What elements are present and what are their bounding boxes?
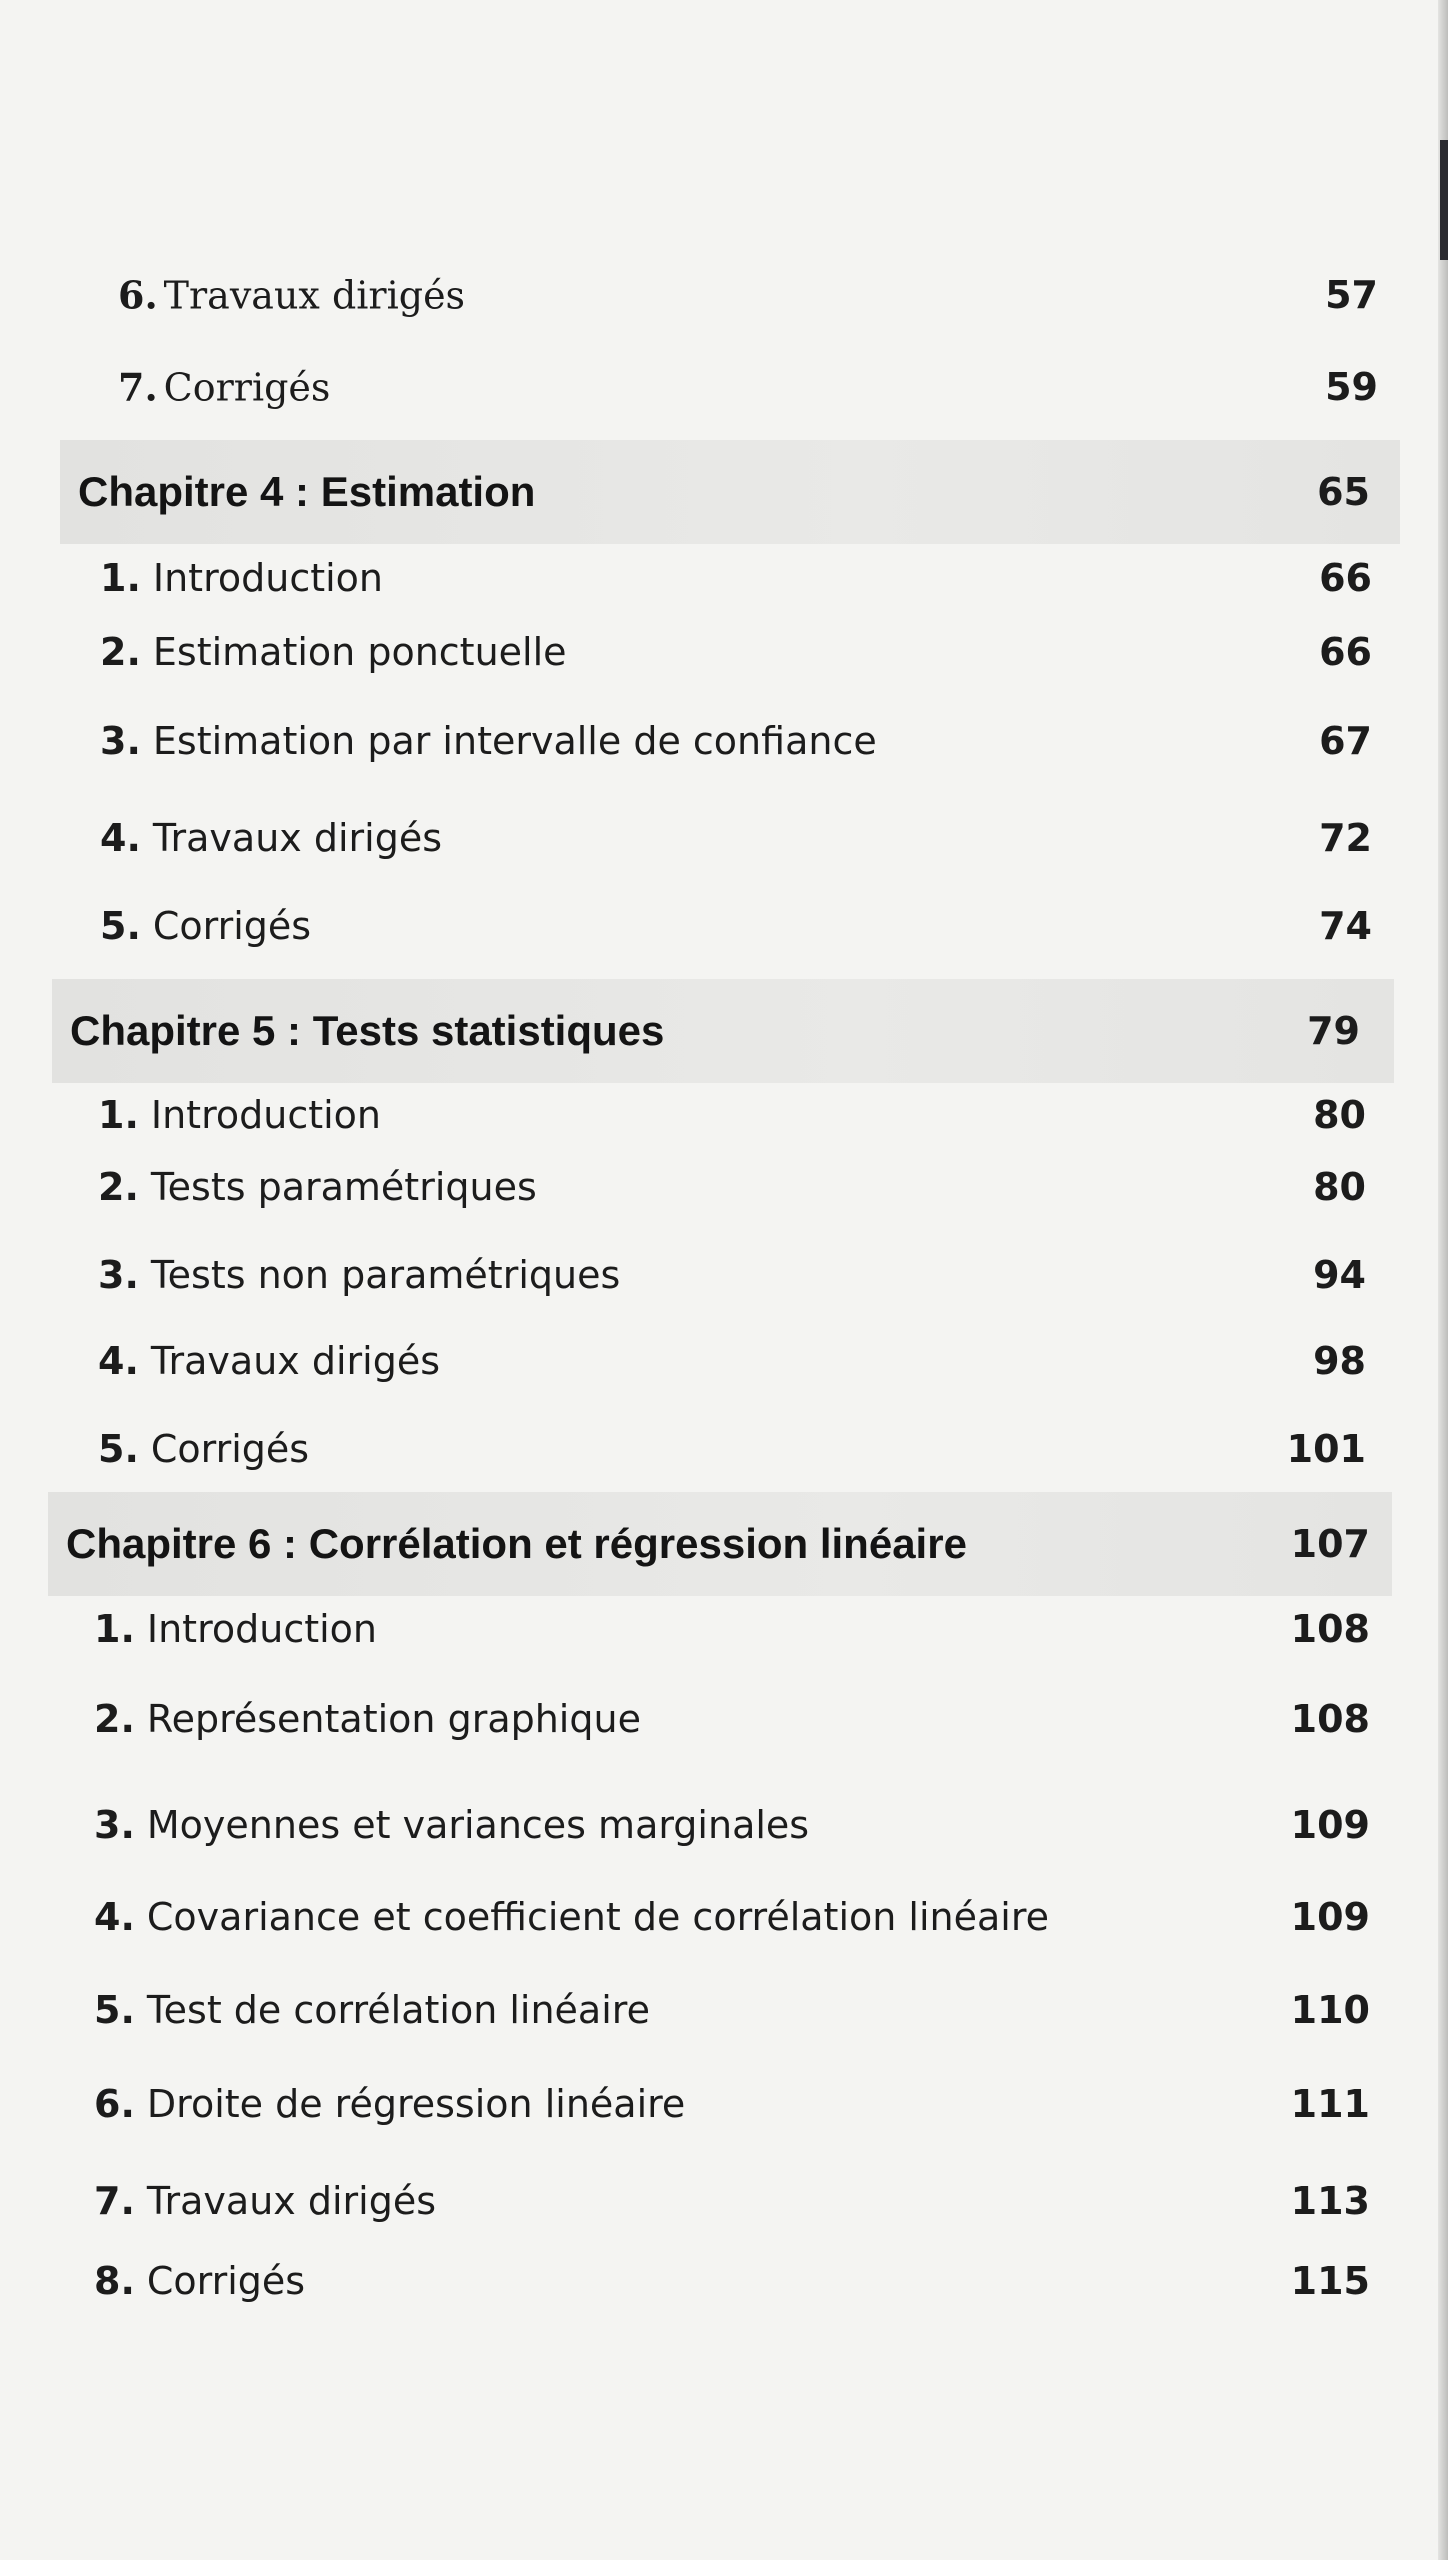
toc-entry-label: 4. Travaux dirigés bbox=[98, 1339, 441, 1383]
toc-entry[interactable] bbox=[94, 1975, 1370, 2045]
toc-entry-page: 80 bbox=[1313, 1093, 1366, 1137]
toc-entry-page: 66 bbox=[1319, 556, 1372, 600]
toc-entry[interactable] bbox=[100, 891, 1372, 961]
toc-entry-label: 6. Droite de régression linéaire bbox=[94, 2082, 686, 2126]
toc-entry[interactable] bbox=[94, 1684, 1370, 1754]
toc-entry[interactable] bbox=[94, 1790, 1370, 1860]
toc-entry-label: 3. Estimation par intervalle de confiance bbox=[100, 719, 877, 763]
toc-entry-label: 3. Tests non paramétriques bbox=[98, 1253, 621, 1297]
chapter-heading[interactable] bbox=[60, 440, 1400, 544]
toc-entry[interactable] bbox=[118, 260, 1378, 330]
toc-entry-label: 4. Travaux dirigés bbox=[100, 816, 443, 860]
toc-entry-page: 94 bbox=[1313, 1253, 1366, 1297]
chapter-title: Chapitre 6 : Corrélation et régression linéaire bbox=[66, 1520, 967, 1567]
toc-entry-label: 8. Corrigés bbox=[94, 2259, 306, 2303]
toc-entry-page: 74 bbox=[1319, 904, 1372, 948]
toc-entry-page: 67 bbox=[1319, 719, 1372, 763]
chapter-page: 65 bbox=[1317, 470, 1370, 514]
toc-entry[interactable] bbox=[98, 1240, 1366, 1310]
toc-entry-page: 109 bbox=[1290, 1895, 1370, 1939]
toc-entry-label: 1. Introduction bbox=[100, 556, 384, 600]
toc-entry-page: 113 bbox=[1290, 2179, 1370, 2223]
chapter-page: 79 bbox=[1307, 1009, 1360, 1053]
toc-entry-label: 1. Introduction bbox=[98, 1093, 382, 1137]
toc-entry-page: 59 bbox=[1325, 365, 1378, 409]
toc-entry-label: 2. Tests paramétriques bbox=[98, 1165, 537, 1209]
chapter-title: Chapitre 4 : Estimation bbox=[78, 468, 536, 515]
toc-entry[interactable] bbox=[98, 1326, 1366, 1396]
chapter-title: Chapitre 5 : Tests statistiques bbox=[70, 1007, 665, 1054]
toc-entry-label: 2. Représentation graphique bbox=[94, 1697, 641, 1741]
toc-entry-page: 72 bbox=[1319, 816, 1372, 860]
chapter-page: 107 bbox=[1290, 1522, 1370, 1566]
toc-entry-page: 57 bbox=[1325, 273, 1378, 317]
toc-entry-page: 98 bbox=[1313, 1339, 1366, 1383]
toc-entry-label: 6. Travaux dirigés bbox=[118, 272, 466, 318]
toc-entry[interactable] bbox=[94, 1882, 1370, 1952]
toc-entry-label: 7. Travaux dirigés bbox=[94, 2179, 437, 2223]
toc-entry[interactable] bbox=[100, 706, 1372, 776]
toc-entry-page: 111 bbox=[1290, 2082, 1370, 2126]
toc-entry-page: 110 bbox=[1290, 1988, 1370, 2032]
toc-entry-page: 108 bbox=[1290, 1607, 1370, 1651]
toc-entry-label: 3. Moyennes et variances marginales bbox=[94, 1803, 810, 1847]
chapter-heading[interactable] bbox=[48, 1492, 1392, 1596]
toc-entry[interactable] bbox=[118, 352, 1378, 422]
toc-entry-label: 1. Introduction bbox=[94, 1607, 378, 1651]
toc-entry-page: 101 bbox=[1286, 1427, 1366, 1471]
toc-entry-label: 5. Corrigés bbox=[98, 1427, 310, 1471]
toc-entry[interactable] bbox=[100, 543, 1372, 613]
toc-entry[interactable] bbox=[100, 617, 1372, 687]
toc-entry[interactable] bbox=[98, 1080, 1366, 1150]
toc-entry-page: 66 bbox=[1319, 630, 1372, 674]
chapter-heading[interactable] bbox=[52, 979, 1394, 1083]
toc-entry-page: 80 bbox=[1313, 1165, 1366, 1209]
toc-entry[interactable] bbox=[98, 1414, 1366, 1484]
toc-entry-label: 5. Corrigés bbox=[100, 904, 312, 948]
toc-entry-page: 109 bbox=[1290, 1803, 1370, 1847]
toc-entry[interactable] bbox=[98, 1152, 1366, 1222]
toc-entry-page: 108 bbox=[1290, 1697, 1370, 1741]
toc-entry-page: 115 bbox=[1290, 2259, 1370, 2303]
toc-entry[interactable] bbox=[94, 2166, 1370, 2236]
toc-entry-label: 5. Test de corrélation linéaire bbox=[94, 1988, 650, 2032]
toc-entry[interactable] bbox=[94, 2246, 1370, 2316]
toc-entry[interactable] bbox=[94, 1594, 1370, 1664]
toc-entry[interactable] bbox=[100, 803, 1372, 873]
toc-entry-label: 4. Covariance et coefficient de corrélation linéaire bbox=[94, 1895, 1050, 1939]
toc-entry[interactable] bbox=[94, 2069, 1370, 2139]
toc-entry-label: 7. Corrigés bbox=[118, 364, 331, 410]
toc-entry-label: 2. Estimation ponctuelle bbox=[100, 630, 567, 674]
